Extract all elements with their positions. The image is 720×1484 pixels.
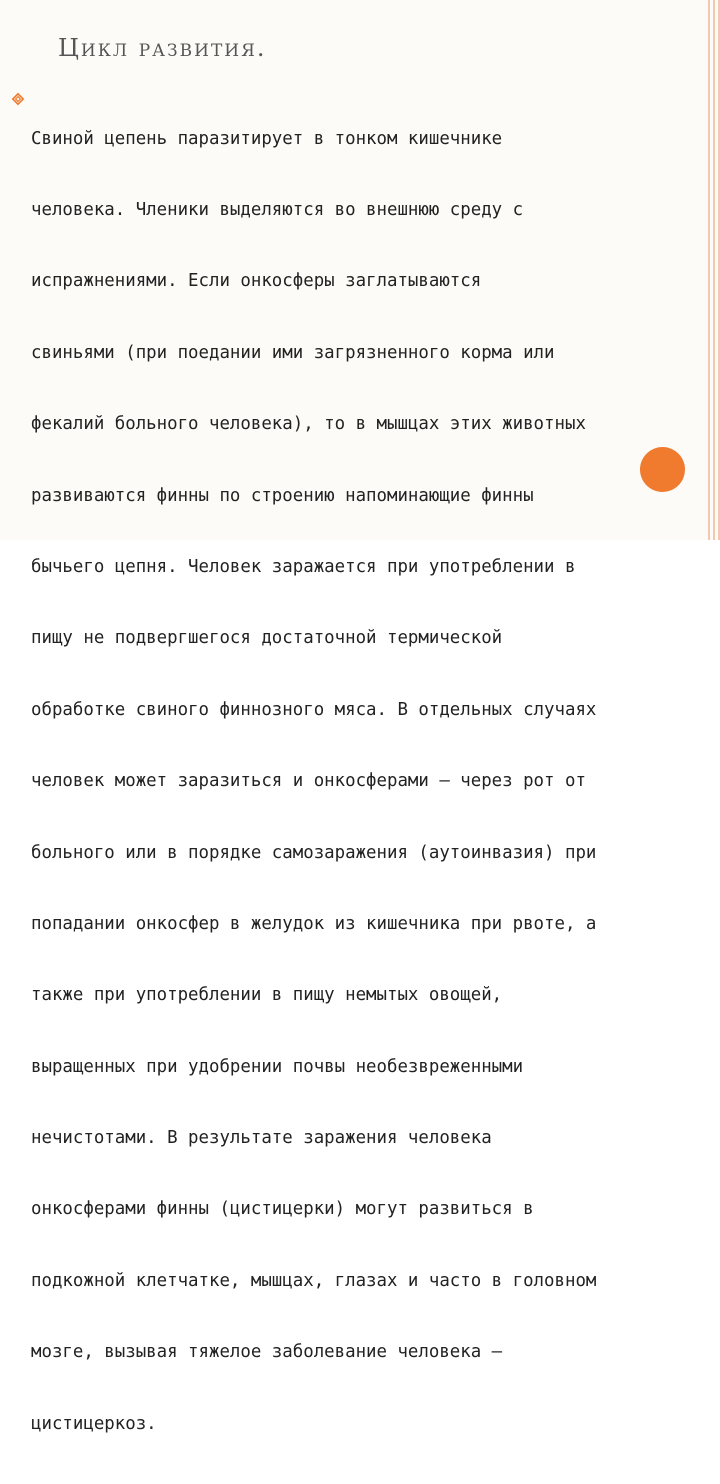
bullet-icon (12, 90, 24, 102)
body-line: Свиной цепень паразитирует в тонком кишечнике (31, 128, 503, 149)
body-line: цистицеркоз. (31, 1413, 157, 1434)
body-line: обработке свиного финнозного мяса. В отдельных случаях (31, 699, 597, 720)
body-line: больного или в порядке самозаражения (аутоинвазия) при (31, 842, 597, 863)
body-line: свиньями (при поедании ими загрязненного корма или (31, 342, 555, 363)
body-line: развиваются финны по строению напоминающие финны (31, 485, 534, 506)
body-line: человек может заразиться и онкосферами — через рот от (31, 771, 586, 792)
body-line: испражнениями. Если онкосферы заглатываются (31, 271, 482, 292)
body-line: онкосферами финны (цистицерки) могут развиться в (31, 1199, 534, 1220)
body-line: также при употреблении в пищу немытых овощей, (31, 985, 503, 1006)
decorative-circle (640, 447, 685, 492)
body-line: попадании онкосфер в желудок из кишечника при рвоте, а (31, 913, 597, 934)
body-line: бычьего цепня. Человек заражается при употреблении в (31, 556, 576, 577)
body-line: выращенных при удобрении почвы необезвреженными (31, 1056, 524, 1077)
body-paragraph (31, 80, 716, 1484)
body-line: подкожной клетчатке, мышцах, глазах и часто в головном (31, 1270, 597, 1291)
body-line: мозге, вызывая тяжелое заболевание человека — (31, 1342, 503, 1363)
body-line: нечистотами. В результате заражения человека (31, 1128, 492, 1149)
slide-title: Цикл развития. (58, 34, 267, 62)
body-line: фекалий больного человека), то в мышцах этих животных (31, 414, 586, 435)
body-line: пищу не подвергшегося достаточной термической (31, 628, 503, 649)
body-line: человека. Членики выделяются во внешнюю среду с (31, 199, 524, 220)
